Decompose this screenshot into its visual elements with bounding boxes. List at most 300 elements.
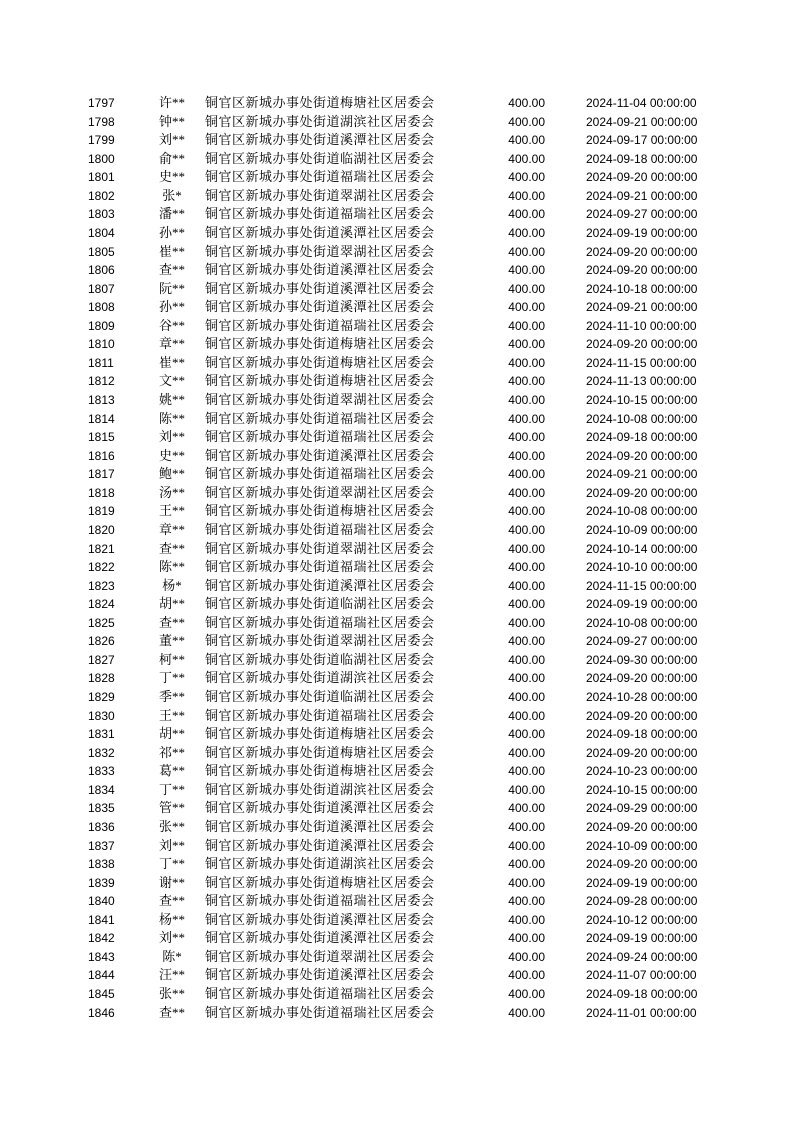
row-person-name: 阮** <box>158 280 185 296</box>
table-row <box>0 874 793 893</box>
row-timestamp: 2024-09-21 00:00:00 <box>586 300 698 315</box>
row-serial-number: 1833 <box>88 764 115 779</box>
row-timestamp: 2024-09-20 00:00:00 <box>586 170 698 185</box>
row-amount: 400.00 <box>508 393 545 407</box>
row-timestamp: 2024-10-08 00:00:00 <box>586 504 698 519</box>
row-serial-number: 1844 <box>88 968 115 983</box>
row-timestamp: 2024-11-07 00:00:00 <box>586 968 697 983</box>
row-serial-number: 1807 <box>88 281 115 296</box>
row-serial-number: 1817 <box>88 467 115 482</box>
table-row <box>0 632 793 651</box>
row-person-name: 管** <box>158 800 185 816</box>
row-serial-number: 1825 <box>88 615 115 630</box>
row-amount: 400.00 <box>508 430 545 445</box>
row-timestamp: 2024-09-18 00:00:00 <box>586 727 698 742</box>
row-amount: 400.00 <box>508 615 545 630</box>
row-organization: 铜官区新城办事处街道翠湖社区居委会 <box>205 187 435 203</box>
table-row <box>0 929 793 948</box>
table-row <box>0 707 793 726</box>
row-timestamp: 2024-09-21 00:00:00 <box>586 188 698 203</box>
table-row <box>0 113 793 132</box>
row-organization: 铜官区新城办事处街道湖滨社区居委会 <box>205 670 435 686</box>
row-amount: 400.00 <box>508 300 545 315</box>
table-row <box>0 465 793 484</box>
row-serial-number: 1816 <box>88 448 115 463</box>
payment-record-table <box>0 94 793 1022</box>
row-serial-number: 1811 <box>88 355 114 370</box>
row-timestamp: 2024-09-20 00:00:00 <box>586 671 698 686</box>
table-row <box>0 892 793 911</box>
row-person-name: 章** <box>158 521 185 537</box>
row-person-name: 胡** <box>158 726 185 742</box>
row-serial-number: 1809 <box>88 318 115 333</box>
row-amount: 400.00 <box>508 819 545 834</box>
row-serial-number: 1846 <box>88 1005 115 1020</box>
row-amount: 400.00 <box>508 281 545 296</box>
row-timestamp: 2024-09-27 00:00:00 <box>586 207 698 222</box>
table-row <box>0 540 793 559</box>
row-organization: 铜官区新城办事处街道翠湖社区居委会 <box>205 484 435 500</box>
row-organization: 铜官区新城办事处街道梅塘社区居委会 <box>205 763 435 779</box>
table-row <box>0 577 793 596</box>
row-organization: 铜官区新城办事处街道福瑞社区居委会 <box>205 707 435 723</box>
row-serial-number: 1843 <box>88 949 115 964</box>
row-person-name: 文** <box>158 373 185 389</box>
row-timestamp: 2024-09-20 00:00:00 <box>586 244 698 259</box>
row-person-name: 董** <box>158 633 185 649</box>
row-timestamp: 2024-09-21 00:00:00 <box>586 467 698 482</box>
table-row <box>0 1004 793 1023</box>
row-timestamp: 2024-09-19 00:00:00 <box>586 931 698 946</box>
table-row <box>0 688 793 707</box>
row-serial-number: 1828 <box>88 671 115 686</box>
table-row <box>0 298 793 317</box>
table-row <box>0 781 793 800</box>
row-timestamp: 2024-10-14 00:00:00 <box>586 541 698 556</box>
table-row <box>0 131 793 150</box>
table-row <box>0 280 793 299</box>
row-amount: 400.00 <box>508 782 545 797</box>
table-row <box>0 966 793 985</box>
row-organization: 铜官区新城办事处街道梅塘社区居委会 <box>205 95 435 110</box>
row-amount: 400.00 <box>508 949 545 964</box>
row-serial-number: 1840 <box>88 894 115 909</box>
row-person-name: 谢** <box>158 874 185 890</box>
row-organization: 铜官区新城办事处街道梅塘社区居委会 <box>205 336 435 352</box>
row-timestamp: 2024-09-19 00:00:00 <box>586 225 698 240</box>
table-row <box>0 985 793 1004</box>
row-person-name: 张** <box>158 986 185 1001</box>
row-serial-number: 1834 <box>88 782 115 797</box>
row-serial-number: 1823 <box>88 578 115 593</box>
row-timestamp: 2024-09-20 00:00:00 <box>586 745 698 760</box>
row-serial-number: 1804 <box>88 225 115 240</box>
row-amount: 400.00 <box>508 448 545 463</box>
table-row <box>0 837 793 856</box>
row-serial-number: 1832 <box>88 745 115 760</box>
row-serial-number: 1838 <box>88 857 115 872</box>
row-amount: 400.00 <box>508 745 545 760</box>
row-timestamp: 2024-11-01 00:00:00 <box>586 1005 697 1020</box>
row-organization: 铜官区新城办事处街道福瑞社区居委会 <box>205 410 435 426</box>
row-serial-number: 1819 <box>88 504 115 519</box>
table-row <box>0 150 793 169</box>
row-organization: 铜官区新城办事处街道福瑞社区居委会 <box>205 466 435 482</box>
row-person-name: 汪** <box>158 967 185 983</box>
table-row <box>0 243 793 262</box>
row-person-name: 刘** <box>158 837 185 853</box>
row-organization: 铜官区新城办事处街道翠湖社区居委会 <box>205 540 435 556</box>
row-person-name: 张* <box>162 187 182 203</box>
row-serial-number: 1824 <box>88 597 115 612</box>
row-amount: 400.00 <box>508 541 545 556</box>
row-serial-number: 1822 <box>88 560 115 575</box>
row-organization: 铜官区新城办事处街道临湖社区居委会 <box>205 651 435 667</box>
row-amount: 400.00 <box>508 374 545 389</box>
row-amount: 400.00 <box>508 504 545 519</box>
row-timestamp: 2024-09-18 00:00:00 <box>586 987 698 1001</box>
row-amount: 400.00 <box>508 634 545 649</box>
table-row <box>0 855 793 874</box>
row-amount: 400.00 <box>508 411 545 426</box>
row-person-name: 史** <box>158 447 185 463</box>
row-timestamp: 2024-09-28 00:00:00 <box>586 894 698 909</box>
row-serial-number: 1826 <box>88 634 115 649</box>
row-organization: 铜官区新城办事处街道梅塘社区居委会 <box>205 726 435 742</box>
row-organization: 铜官区新城办事处街道溪潭社区居委会 <box>205 837 435 853</box>
row-serial-number: 1813 <box>88 393 115 407</box>
row-organization: 铜官区新城办事处街道湖滨社区居委会 <box>205 781 435 797</box>
row-timestamp: 2024-09-18 00:00:00 <box>586 430 698 445</box>
table-row <box>0 205 793 224</box>
row-person-name: 刘** <box>158 429 185 445</box>
row-serial-number: 1827 <box>88 652 115 667</box>
row-serial-number: 1810 <box>88 337 115 352</box>
row-amount: 400.00 <box>508 671 545 686</box>
table-row <box>0 187 793 206</box>
row-amount: 400.00 <box>508 560 545 575</box>
row-person-name: 崔** <box>158 354 185 370</box>
row-serial-number: 1836 <box>88 819 115 834</box>
row-timestamp: 2024-10-15 00:00:00 <box>586 393 698 407</box>
table-row <box>0 521 793 540</box>
row-serial-number: 1798 <box>88 114 115 129</box>
table-row <box>0 94 793 113</box>
row-amount: 400.00 <box>508 912 545 927</box>
row-serial-number: 1797 <box>88 96 115 110</box>
row-serial-number: 1808 <box>88 300 115 315</box>
table-row <box>0 502 793 521</box>
row-amount: 400.00 <box>508 96 545 110</box>
row-person-name: 查** <box>158 614 185 630</box>
row-organization: 铜官区新城办事处街道溪潭社区居委会 <box>205 930 435 946</box>
row-timestamp: 2024-09-20 00:00:00 <box>586 857 698 872</box>
row-amount: 400.00 <box>508 133 545 148</box>
row-organization: 铜官区新城办事处街道福瑞社区居委会 <box>205 614 435 630</box>
row-serial-number: 1802 <box>88 188 115 203</box>
table-row <box>0 558 793 577</box>
row-organization: 铜官区新城办事处街道福瑞社区居委会 <box>205 986 435 1001</box>
row-organization: 铜官区新城办事处街道湖滨社区居委会 <box>205 856 435 872</box>
row-serial-number: 1801 <box>88 170 115 185</box>
row-amount: 400.00 <box>508 597 545 612</box>
row-person-name: 胡** <box>158 596 185 612</box>
table-row <box>0 762 793 781</box>
row-amount: 400.00 <box>508 355 545 370</box>
row-amount: 400.00 <box>508 801 545 816</box>
row-serial-number: 1821 <box>88 541 115 556</box>
table-row <box>0 725 793 744</box>
row-person-name: 陈* <box>162 948 182 964</box>
row-amount: 400.00 <box>508 318 545 333</box>
row-person-name: 丁** <box>158 781 185 797</box>
row-person-name: 查** <box>158 1004 185 1020</box>
row-person-name: 史** <box>158 169 185 185</box>
table-row <box>0 744 793 763</box>
row-organization: 铜官区新城办事处街道溪潭社区居委会 <box>205 447 435 463</box>
row-amount: 400.00 <box>508 151 545 166</box>
row-timestamp: 2024-10-08 00:00:00 <box>586 411 698 426</box>
table-row <box>0 595 793 614</box>
row-organization: 铜官区新城办事处街道翠湖社区居委会 <box>205 633 435 649</box>
row-amount: 400.00 <box>508 875 545 890</box>
row-timestamp: 2024-11-15 00:00:00 <box>586 578 697 593</box>
row-organization: 铜官区新城办事处街道溪潭社区居委会 <box>205 577 435 593</box>
row-organization: 铜官区新城办事处街道溪潭社区居委会 <box>205 262 435 278</box>
row-timestamp: 2024-10-09 00:00:00 <box>586 838 698 853</box>
row-serial-number: 1837 <box>88 838 115 853</box>
table-row <box>0 428 793 447</box>
row-timestamp: 2024-10-12 00:00:00 <box>586 912 698 927</box>
table-row <box>0 168 793 187</box>
row-amount: 400.00 <box>508 968 545 983</box>
row-person-name: 王** <box>158 707 185 723</box>
table-row <box>0 410 793 429</box>
table-row <box>0 799 793 818</box>
row-serial-number: 1815 <box>88 430 115 445</box>
table-row <box>0 669 793 688</box>
row-amount: 400.00 <box>508 522 545 537</box>
row-amount: 400.00 <box>508 727 545 742</box>
row-serial-number: 1818 <box>88 485 115 500</box>
row-person-name: 许** <box>158 95 185 110</box>
row-timestamp: 2024-09-20 00:00:00 <box>586 485 698 500</box>
row-person-name: 张** <box>158 818 185 834</box>
row-amount: 400.00 <box>508 931 545 946</box>
row-organization: 铜官区新城办事处街道翠湖社区居委会 <box>205 948 435 964</box>
row-organization: 铜官区新城办事处街道梅塘社区居委会 <box>205 354 435 370</box>
row-person-name: 刘** <box>158 930 185 946</box>
row-person-name: 杨* <box>162 577 182 593</box>
row-timestamp: 2024-11-13 00:00:00 <box>586 374 697 389</box>
row-timestamp: 2024-09-21 00:00:00 <box>586 114 698 129</box>
row-person-name: 陈** <box>158 559 185 575</box>
row-organization: 铜官区新城办事处街道梅塘社区居委会 <box>205 874 435 890</box>
row-serial-number: 1841 <box>88 912 115 927</box>
row-serial-number: 1812 <box>88 374 115 389</box>
row-person-name: 查** <box>158 540 185 556</box>
row-serial-number: 1806 <box>88 263 115 278</box>
table-row <box>0 911 793 930</box>
row-timestamp: 2024-09-17 00:00:00 <box>586 133 698 148</box>
row-amount: 400.00 <box>508 1005 545 1020</box>
row-organization: 铜官区新城办事处街道梅塘社区居委会 <box>205 503 435 519</box>
row-timestamp: 2024-11-10 00:00:00 <box>586 318 697 333</box>
row-person-name: 孙** <box>158 299 185 315</box>
row-amount: 400.00 <box>508 838 545 853</box>
row-amount: 400.00 <box>508 857 545 872</box>
row-organization: 铜官区新城办事处街道梅塘社区居委会 <box>205 744 435 760</box>
row-organization: 铜官区新城办事处街道福瑞社区居委会 <box>205 1004 435 1020</box>
row-timestamp: 2024-09-20 00:00:00 <box>586 708 698 723</box>
row-serial-number: 1799 <box>88 133 115 148</box>
row-amount: 400.00 <box>508 207 545 222</box>
row-timestamp: 2024-10-15 00:00:00 <box>586 782 698 797</box>
row-organization: 铜官区新城办事处街道溪潭社区居委会 <box>205 299 435 315</box>
table-row <box>0 224 793 243</box>
table-row <box>0 372 793 391</box>
row-amount: 400.00 <box>508 764 545 779</box>
row-person-name: 杨** <box>158 911 185 927</box>
row-organization: 铜官区新城办事处街道福瑞社区居委会 <box>205 521 435 537</box>
row-amount: 400.00 <box>508 652 545 667</box>
row-organization: 铜官区新城办事处街道溪潭社区居委会 <box>205 224 435 240</box>
table-row <box>0 484 793 503</box>
row-organization: 铜官区新城办事处街道翠湖社区居委会 <box>205 392 435 407</box>
row-organization: 铜官区新城办事处街道福瑞社区居委会 <box>205 893 435 909</box>
row-organization: 铜官区新城办事处街道溪潭社区居委会 <box>205 800 435 816</box>
row-amount: 400.00 <box>508 708 545 723</box>
row-person-name: 查** <box>158 262 185 278</box>
row-organization: 铜官区新城办事处街道溪潭社区居委会 <box>205 967 435 983</box>
table-row <box>0 317 793 336</box>
row-serial-number: 1835 <box>88 801 115 816</box>
row-organization: 铜官区新城办事处街道湖滨社区居委会 <box>205 113 435 129</box>
row-organization: 铜官区新城办事处街道溪潭社区居委会 <box>205 132 435 148</box>
row-person-name: 丁** <box>158 670 185 686</box>
row-timestamp: 2024-09-27 00:00:00 <box>586 634 698 649</box>
row-person-name: 王** <box>158 503 185 519</box>
row-amount: 400.00 <box>508 337 545 352</box>
row-person-name: 祁** <box>158 744 185 760</box>
row-serial-number: 1839 <box>88 875 115 890</box>
row-person-name: 刘** <box>158 132 185 148</box>
row-amount: 400.00 <box>508 690 545 704</box>
row-person-name: 俞** <box>158 150 185 166</box>
row-person-name: 季** <box>158 689 185 704</box>
table-row <box>0 948 793 967</box>
row-serial-number: 1829 <box>88 690 115 704</box>
row-person-name: 柯** <box>158 651 185 667</box>
table-row <box>0 447 793 466</box>
row-amount: 400.00 <box>508 244 545 259</box>
row-amount: 400.00 <box>508 485 545 500</box>
row-timestamp: 2024-09-20 00:00:00 <box>586 819 698 834</box>
row-organization: 铜官区新城办事处街道临湖社区居委会 <box>205 689 435 704</box>
row-timestamp: 2024-09-18 00:00:00 <box>586 151 698 166</box>
row-timestamp: 2024-10-10 00:00:00 <box>586 560 698 575</box>
row-timestamp: 2024-09-20 00:00:00 <box>586 448 698 463</box>
row-amount: 400.00 <box>508 894 545 909</box>
row-timestamp: 2024-10-23 00:00:00 <box>586 764 698 779</box>
row-serial-number: 1803 <box>88 207 115 222</box>
row-serial-number: 1842 <box>88 931 115 946</box>
row-serial-number: 1845 <box>88 987 115 1001</box>
row-organization: 铜官区新城办事处街道溪潭社区居委会 <box>205 280 435 296</box>
row-amount: 400.00 <box>508 170 545 185</box>
row-timestamp: 2024-11-04 00:00:00 <box>586 96 697 110</box>
row-person-name: 孙** <box>158 224 185 240</box>
row-person-name: 葛** <box>158 763 185 779</box>
row-organization: 铜官区新城办事处街道临湖社区居委会 <box>205 150 435 166</box>
row-serial-number: 1805 <box>88 244 115 259</box>
table-row <box>0 261 793 280</box>
row-organization: 铜官区新城办事处街道福瑞社区居委会 <box>205 169 435 185</box>
row-organization: 铜官区新城办事处街道溪潭社区居委会 <box>205 818 435 834</box>
row-amount: 400.00 <box>508 467 545 482</box>
row-person-name: 崔** <box>158 243 185 259</box>
row-serial-number: 1800 <box>88 151 115 166</box>
row-person-name: 丁** <box>158 856 185 872</box>
row-amount: 400.00 <box>508 578 545 593</box>
row-serial-number: 1831 <box>88 727 115 742</box>
row-timestamp: 2024-10-09 00:00:00 <box>586 522 698 537</box>
row-timestamp: 2024-11-15 00:00:00 <box>586 355 697 370</box>
row-timestamp: 2024-10-28 00:00:00 <box>586 690 698 704</box>
table-row <box>0 818 793 837</box>
row-organization: 铜官区新城办事处街道福瑞社区居委会 <box>205 559 435 575</box>
row-timestamp: 2024-09-19 00:00:00 <box>586 597 698 612</box>
row-timestamp: 2024-10-18 00:00:00 <box>586 281 698 296</box>
row-person-name: 章** <box>158 336 185 352</box>
row-organization: 铜官区新城办事处街道翠湖社区居委会 <box>205 243 435 259</box>
row-person-name: 谷** <box>158 317 185 333</box>
row-timestamp: 2024-09-19 00:00:00 <box>586 875 698 890</box>
row-timestamp: 2024-09-30 00:00:00 <box>586 652 698 667</box>
table-row <box>0 335 793 354</box>
row-timestamp: 2024-09-20 00:00:00 <box>586 337 698 352</box>
row-amount: 400.00 <box>508 263 545 278</box>
row-person-name: 陈** <box>158 410 185 426</box>
row-amount: 400.00 <box>508 114 545 129</box>
row-serial-number: 1814 <box>88 411 115 426</box>
row-person-name: 汤** <box>158 484 185 500</box>
row-serial-number: 1830 <box>88 708 115 723</box>
table-row <box>0 651 793 670</box>
row-organization: 铜官区新城办事处街道梅塘社区居委会 <box>205 373 435 389</box>
row-organization: 铜官区新城办事处街道福瑞社区居委会 <box>205 206 435 222</box>
table-row <box>0 391 793 410</box>
row-timestamp: 2024-09-29 00:00:00 <box>586 801 698 816</box>
row-timestamp: 2024-09-20 00:00:00 <box>586 263 698 278</box>
row-person-name: 姚** <box>158 392 185 407</box>
table-row <box>0 614 793 633</box>
row-amount: 400.00 <box>508 987 545 1001</box>
row-organization: 铜官区新城办事处街道福瑞社区居委会 <box>205 317 435 333</box>
row-amount: 400.00 <box>508 188 545 203</box>
row-person-name: 钟** <box>158 113 185 129</box>
row-serial-number: 1820 <box>88 522 115 537</box>
table-row <box>0 354 793 373</box>
row-timestamp: 2024-10-08 00:00:00 <box>586 615 698 630</box>
row-organization: 铜官区新城办事处街道溪潭社区居委会 <box>205 911 435 927</box>
row-amount: 400.00 <box>508 225 545 240</box>
row-organization: 铜官区新城办事处街道临湖社区居委会 <box>205 596 435 612</box>
row-organization: 铜官区新城办事处街道福瑞社区居委会 <box>205 429 435 445</box>
row-person-name: 查** <box>158 893 185 909</box>
row-timestamp: 2024-09-24 00:00:00 <box>586 949 698 964</box>
row-person-name: 鲍** <box>158 466 185 482</box>
